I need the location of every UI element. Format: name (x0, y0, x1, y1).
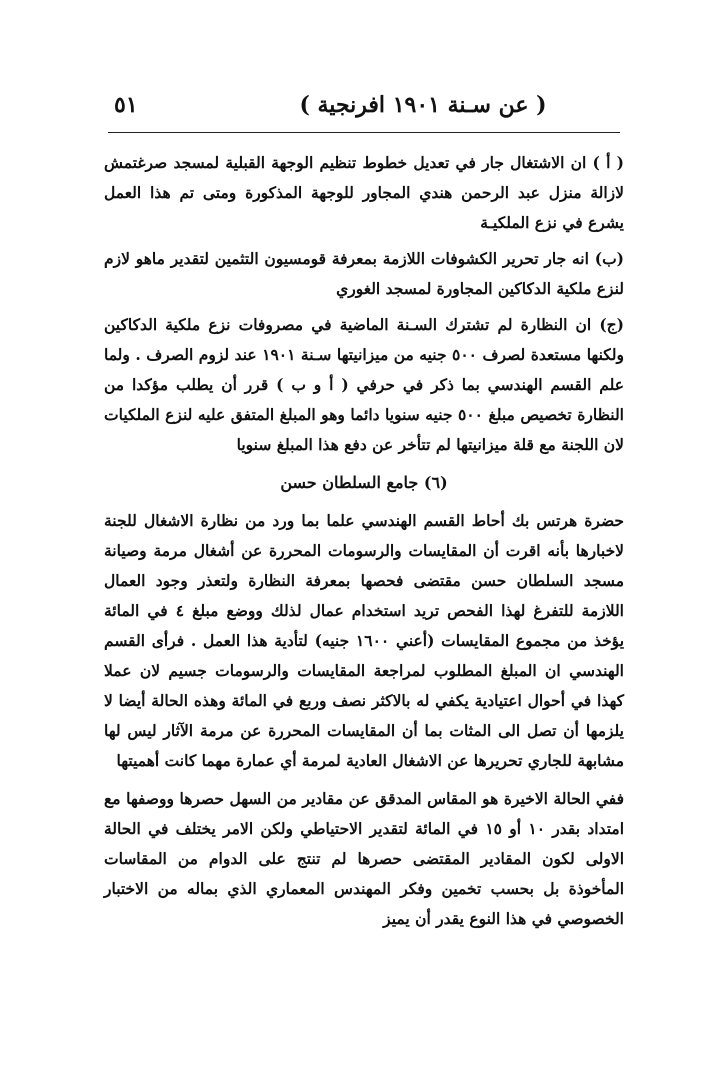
document-body (104, 148, 624, 942)
page-header (108, 92, 620, 132)
paragraph-c: (ج) ان النظارة لم تشترك السـنة الماضية في مصروفات نزع ملكية الدكاكين ولكنها مستعدة لصرف ٥٠٠ جنيه من ميزانيتها سـنة ١٩٠١ عند لزوم الصرف . ولما علم القسم الهندسي بما ذكر في حرفي ( أ و ب ) قرر أن يطلب مؤكدا من النظارة تخصيص مبلغ ٥٠٠ جنيه سنويا دائما وهو المبلغ المتفق عليه لنزع الملكيات لان اللجنة مع قلة ميزانيتها لم تتأخر عن دفع هذا المبلغ سنويا (104, 315, 625, 454)
section-heading: (٦) جامع السلطان حسن (280, 473, 448, 492)
paragraph-sultan-hasan: حضرة هرتس بك أحاط القسم الهندسي علما بما ورد من نظارة الاشغال للجنة لاخبارها بأنه اقرت أن المقايسات والرسومات المحررة عن أشغال مرمة وصيانة مسجد السلطان حسن مقتضى فحصها بمعرفة النظارة ولتعذر وجود العمال اللازمة للتفرغ لهذا الفحص تريد استخدام عمال لذلك ووضع مبلغ ٤ في المائة يؤخذ من مجموع المقايسات (أعني ١٦٠٠ جنيه) لتأدية هذا العمل . فرأى القسم الهندسي ان المبلغ المطلوب لمراجعة المقايسات والرسومات جسيم لان عملا كهذا في أحوال اعتيادية يكفي له بالاكثر نصف وربع في المائة وهذه الحالة أيضا لا يلزمها أن تصل الى المثات بما أن المقايسات المحررة عن مرمة الآثار ليس لها مشابهة للجاري تحريرها عن الاشغال العادية لمرمة أي عمارة مهما كانت أهميتها (104, 511, 625, 770)
page-number: ٥١ (114, 92, 138, 118)
paragraph-final-case: ففي الحالة الاخيرة هو المقاس المدقق عن مقادير من السهل حصرها ووصفها مع امتداد بقدر ١٠ أو ١٥ في المائة لتقدير الاحتياطي ولكن الامر يختلف في الحالة الاولى لكون المقادير المقتضى حصرها لم تنتج على الدوام من المقاسات المأخوذة بل بحسب تخمين وفكر المهندس المعماري الذي بماله من الاختبار الخصوصي في هذا النوع يقدر أن يميز (104, 789, 624, 928)
paragraph-b: (ب) انه جار تحرير الكشوفات اللازمة بمعرفة قومسيون التثمين لتقدير ماهو لازم لنزع ملكية الدكاكين المجاورة لمسجد الغوري (104, 249, 624, 298)
paragraph-a: ( أ ) ان الاشتغال جار في تعديل خطوط تنظيم الوجهة القبلية لمسجد صرغتمش لازالة منزل عبد الرحمن هندي المجاور للوجهة المذكورة ومتى تم هذا العمل يشرع في نزع الملكيـة (104, 153, 624, 232)
header-divider (108, 132, 620, 133)
running-title: ( عن سـنة ١٩٠١ افرنجية ) (299, 92, 547, 118)
